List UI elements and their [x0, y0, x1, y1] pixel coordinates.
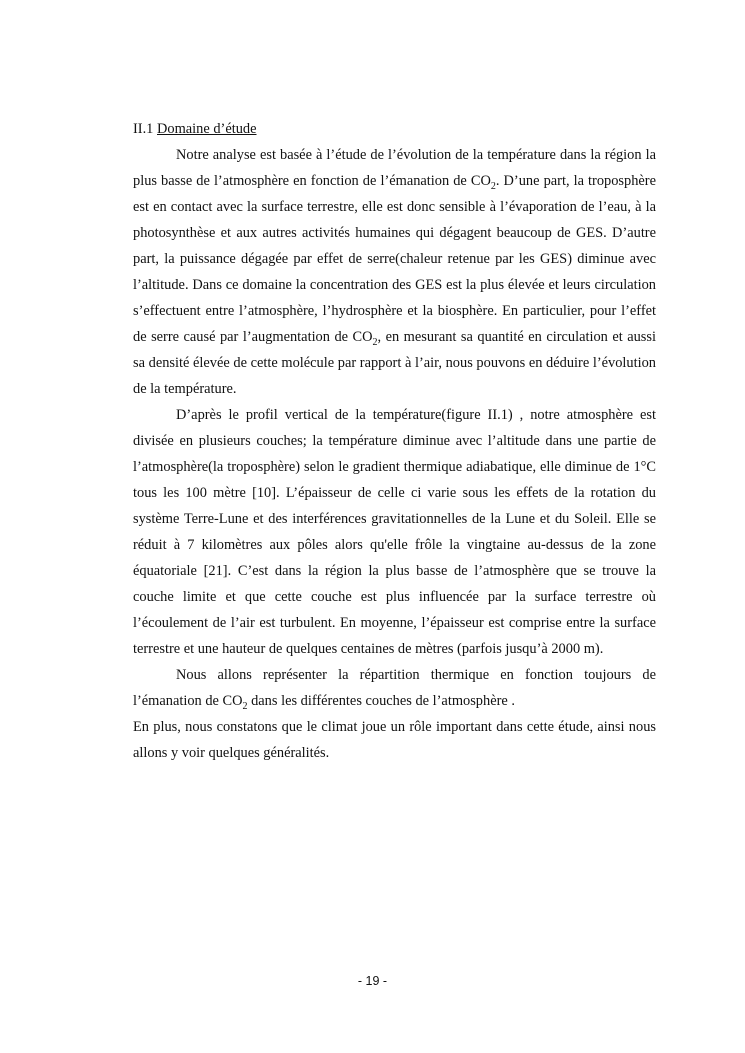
document-page — [133, 116, 656, 766]
paragraph-text: . D’une part, la troposphère est en contact avec la surface terrestre, elle est donc sensible à l’évaporation de l’eau, à la photosynthèse et aux autres activités humaines qui dégagent beaucoup de GES. D’autre part, la puissance dégagée par effet de serre(chaleur retenue par les GES) diminue avec l’altitude. Dans ce domaine la concentration des GES est la plus élevée et leurs circulation s’effectuent entre l’atmosphère, l’hydrosphère et la biosphère. En particulier, pour l’effet de serre causé par l’augmentation de CO — [133, 173, 656, 345]
paragraph-text: Nous allons représenter la répartition thermique en fonction toujours de l’émanation de CO — [133, 667, 656, 709]
section-title: Domaine d’étude — [157, 121, 257, 137]
subscript: 2 — [242, 700, 248, 712]
paragraph-text: Notre analyse est basée à l’étude de l’évolution de la température dans la région la plus basse de l’atmosphère en fonction de l’émanation de CO — [133, 147, 656, 189]
paragraph-text: En plus, nous constatons que le climat joue un rôle important dans cette étude, ainsi nous allons y voir quelques généralités. — [133, 719, 656, 761]
page-number: - 19 - — [357, 974, 388, 988]
subscript: 2 — [372, 336, 378, 348]
paragraph — [133, 714, 656, 766]
paragraph-text: dans les différentes couches de l’atmosphère . — [247, 693, 515, 709]
paragraph — [133, 662, 656, 714]
paragraph-text: , en mesurant sa quantité en circulation et aussi sa densité élevée de cette molécule par rapport à l’air, nous pouvons en déduire l’évolution de la température. — [133, 329, 656, 397]
subscript: 2 — [490, 180, 496, 192]
section-heading — [133, 116, 656, 142]
paragraph — [133, 402, 656, 662]
paragraph — [133, 142, 656, 402]
paragraph-text: D’après le profil vertical de la température(figure II.1) , notre atmosphère est divisée en plusieurs couches; la température diminue avec l’altitude dans une partie de l’atmosphère(la troposphère) selon le gradient thermique adiabatique, elle diminue de 1°C tous les 100 mètre [10]. L’épaisseur de celle ci varie sous les effets de la rotation du système Terre-Lune et des interférences gravitationnelles de la Lune et du Soleil. Elle se réduit à 7 kilomètres aux pôles alors qu'elle frôle la vingtaine au-dessus de la zone équatoriale [21]. C’est dans la région la plus basse de l’atmosphère que se trouve la couche limite et que cette couche est plus influencée par la surface terrestre où l’écoulement de l’air est turbulent. En moyenne, l’épaisseur est comprise entre la surface terrestre et une hauteur de quelques centaines de mètres (parfois jusqu’à 2000 m). — [133, 407, 656, 657]
section-number: II.1 — [133, 121, 154, 137]
body-text — [133, 142, 656, 766]
